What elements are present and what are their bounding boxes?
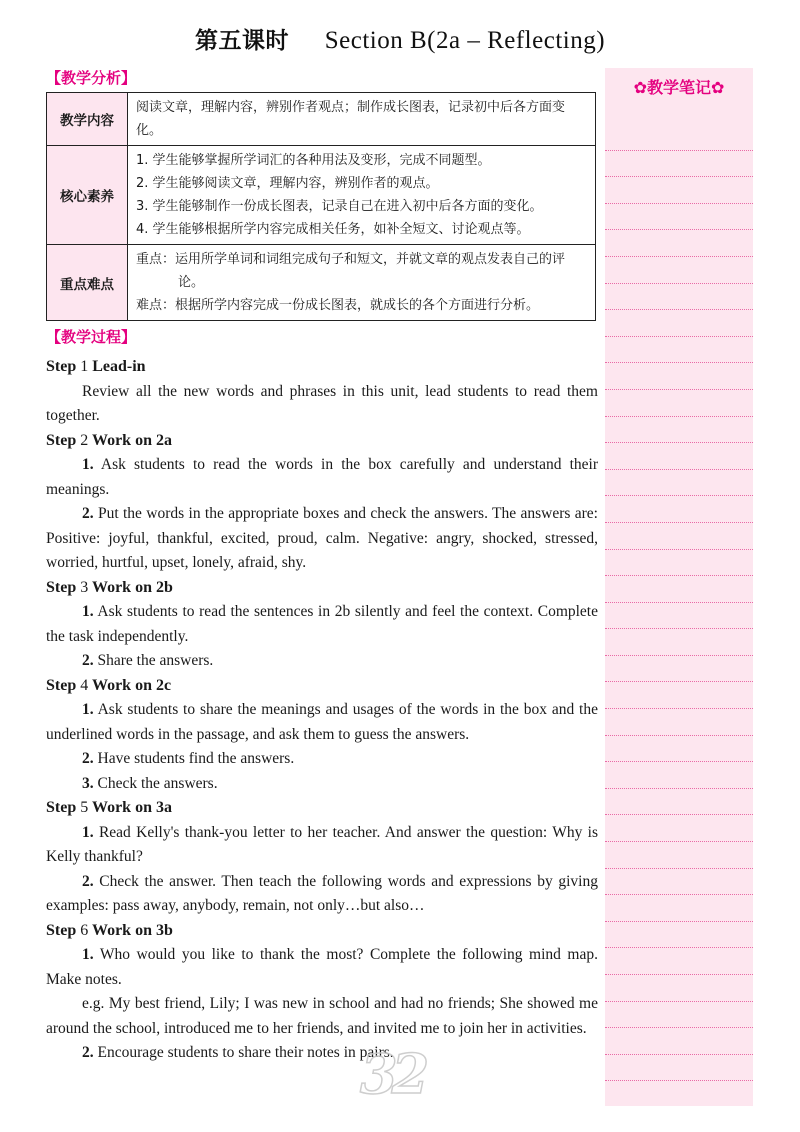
analysis-row	[47, 146, 596, 245]
note-line	[605, 470, 753, 497]
step-paragraph	[46, 502, 598, 576]
item-number: 1.	[82, 603, 94, 620]
section-label: Section B(2a – Reflecting)	[324, 27, 606, 54]
note-line	[605, 709, 753, 736]
note-line	[605, 363, 753, 390]
analysis-line: 3. 学生能够制作一份成长图表，记录自己在进入初中后各方面的变化。	[136, 199, 543, 214]
note-line	[605, 682, 753, 709]
analysis-line: 2. 学生能够阅读文章，理解内容，辨别作者的观点。	[136, 176, 439, 191]
note-line	[605, 922, 753, 949]
item-number: 3.	[82, 774, 94, 792]
analysis-line: 重点：运用所学单词和词组完成句子和短文，并就文章的观点发表自己的评论。	[136, 252, 566, 290]
paragraph-text: Review all the new words and phrases in this unit, lead students to read them together.	[46, 382, 598, 424]
note-line	[605, 390, 753, 417]
step-word: Step	[46, 578, 77, 596]
note-line	[605, 417, 753, 444]
item-number: 1.	[82, 456, 94, 473]
step-heading	[46, 796, 598, 821]
paragraph-text: Ask students to read the words in the box carefully and understand their meanings.	[46, 456, 598, 498]
step-number: 4	[80, 676, 89, 694]
note-line	[605, 284, 753, 311]
analysis-line: 阅读文章，理解内容，辨别作者观点；制作成长图表，记录初中后各方面变化。	[136, 100, 566, 138]
step-word: Step	[46, 799, 77, 816]
note-line	[605, 789, 753, 816]
step-title: Work on 3b	[91, 921, 173, 939]
paragraph-text: Share the answers.	[93, 652, 214, 669]
step-number: 3	[80, 578, 89, 596]
paragraph-text: Check the answers.	[93, 774, 218, 792]
step-paragraph	[46, 772, 598, 797]
notes-panel	[605, 68, 753, 1106]
analysis-label: 教学内容	[47, 93, 128, 146]
step-title: Work on 2b	[91, 578, 173, 596]
item-number: 2.	[82, 505, 94, 522]
note-line	[605, 629, 753, 656]
item-number: 1.	[82, 823, 94, 841]
analysis-row	[47, 93, 596, 146]
note-line	[605, 177, 753, 204]
notes-title: ✿教学笔记✿	[633, 78, 725, 97]
step-paragraph	[46, 870, 598, 919]
paragraph-text: Check the answer. Then teach the following words and expressions by giving examples: pass away, anybody, remain, not only…but also…	[46, 872, 598, 914]
item-number: 2.	[82, 1044, 94, 1061]
step-word: Step	[46, 431, 77, 449]
note-line	[605, 550, 753, 577]
paragraph-text: Ask students to share the meanings and usages of the words in the box and the underlined words in the passage, and ask them to guess the answers.	[46, 701, 598, 743]
note-line	[605, 523, 753, 550]
note-line	[605, 230, 753, 257]
item-number: 2.	[82, 750, 94, 767]
note-line	[605, 948, 753, 975]
step-number: 6	[80, 921, 89, 939]
paragraph-text: Who would you like to thank the most? Complete the following mind map. Make notes.	[46, 946, 598, 988]
analysis-content	[128, 146, 596, 245]
note-line	[605, 310, 753, 337]
step-paragraph	[46, 943, 598, 992]
step-word: Step	[46, 358, 77, 375]
note-line	[605, 603, 753, 630]
note-line	[605, 1002, 753, 1029]
main-content	[46, 66, 598, 1066]
step-title: Work on 2c	[91, 676, 172, 694]
analysis-content	[128, 245, 596, 321]
note-line	[605, 815, 753, 842]
paragraph-text: Encourage students to share their notes in pairs.	[93, 1044, 394, 1061]
note-line	[605, 576, 753, 603]
analysis-content	[128, 93, 596, 146]
paragraph-text: Have students find the answers.	[93, 750, 295, 767]
item-number: 1.	[82, 701, 94, 718]
process-steps	[46, 355, 598, 1066]
process-tag: 【教学过程】	[46, 328, 137, 346]
step-paragraph	[46, 992, 598, 1041]
note-line	[605, 736, 753, 763]
note-line	[605, 151, 753, 178]
item-number: 1.	[82, 946, 94, 963]
step-heading	[46, 576, 598, 601]
step-paragraph	[46, 649, 598, 674]
note-line	[605, 895, 753, 922]
step-number: 1	[80, 358, 89, 375]
note-line	[605, 204, 753, 231]
notes-lines	[605, 124, 753, 1081]
paragraph-text: Put the words in the appropriate boxes and check the answers. The answers are: Positive: joyful, thankful, excited, proud, calm. Negative: angry, shocked, stressed, worried, hurtful, upset, lonely, afraid, shy.	[46, 505, 598, 571]
note-line	[605, 443, 753, 470]
step-paragraph	[46, 821, 598, 870]
note-line	[605, 869, 753, 896]
step-heading	[46, 674, 598, 699]
step-heading	[46, 919, 598, 944]
step-paragraph	[46, 380, 598, 429]
note-line	[605, 1055, 753, 1082]
step-paragraph	[46, 747, 598, 772]
analysis-line: 难点：根据所学内容完成一份成长图表，就成长的各个方面进行分析。	[136, 298, 540, 313]
note-line	[605, 1028, 753, 1055]
step-number: 5	[80, 799, 89, 816]
step-title: Work on 3a	[91, 799, 172, 816]
step-heading	[46, 355, 598, 380]
note-line	[605, 975, 753, 1002]
step-number: 2	[80, 431, 89, 449]
analysis-tag: 【教学分析】	[46, 69, 137, 87]
paragraph-text: Read Kelly's thank-you letter to her teacher. And answer the question: Why is Kelly thankful?	[46, 823, 598, 865]
lesson-label: 第五课时	[194, 28, 289, 54]
note-line	[605, 496, 753, 523]
step-paragraph	[46, 698, 598, 747]
item-number: 2.	[82, 652, 94, 669]
paragraph-text: e.g. My best friend, Lily; I was new in school and had no friends; She showed me around the school, introduced me to her friends, and invited me to join her in activities.	[46, 995, 598, 1037]
page-number: 32	[360, 1042, 424, 1106]
note-line	[605, 842, 753, 869]
item-number: 2.	[82, 872, 94, 890]
analysis-table	[46, 92, 596, 321]
step-paragraph	[46, 600, 598, 649]
paragraph-text: Ask students to read the sentences in 2b silently and feel the context. Complete the task independently.	[46, 603, 598, 645]
step-word: Step	[46, 921, 77, 939]
step-title: Lead-in	[92, 358, 146, 375]
note-line	[605, 656, 753, 683]
note-line	[605, 257, 753, 284]
step-paragraph	[46, 1041, 598, 1066]
page-title	[0, 22, 800, 55]
step-paragraph	[46, 453, 598, 502]
step-word: Step	[46, 676, 77, 694]
step-heading	[46, 429, 598, 454]
note-line	[605, 337, 753, 364]
analysis-line: 1. 学生能够掌握所学词汇的各种用法及变形，完成不同题型。	[136, 153, 491, 168]
note-line	[605, 124, 753, 151]
analysis-line: 4. 学生能够根据所学内容完成相关任务，如补全短文、讨论观点等。	[136, 222, 530, 237]
step-title: Work on 2a	[91, 431, 172, 449]
analysis-label: 核心素养	[47, 146, 128, 245]
analysis-label: 重点难点	[47, 245, 128, 321]
analysis-row	[47, 245, 596, 321]
note-line	[605, 762, 753, 789]
